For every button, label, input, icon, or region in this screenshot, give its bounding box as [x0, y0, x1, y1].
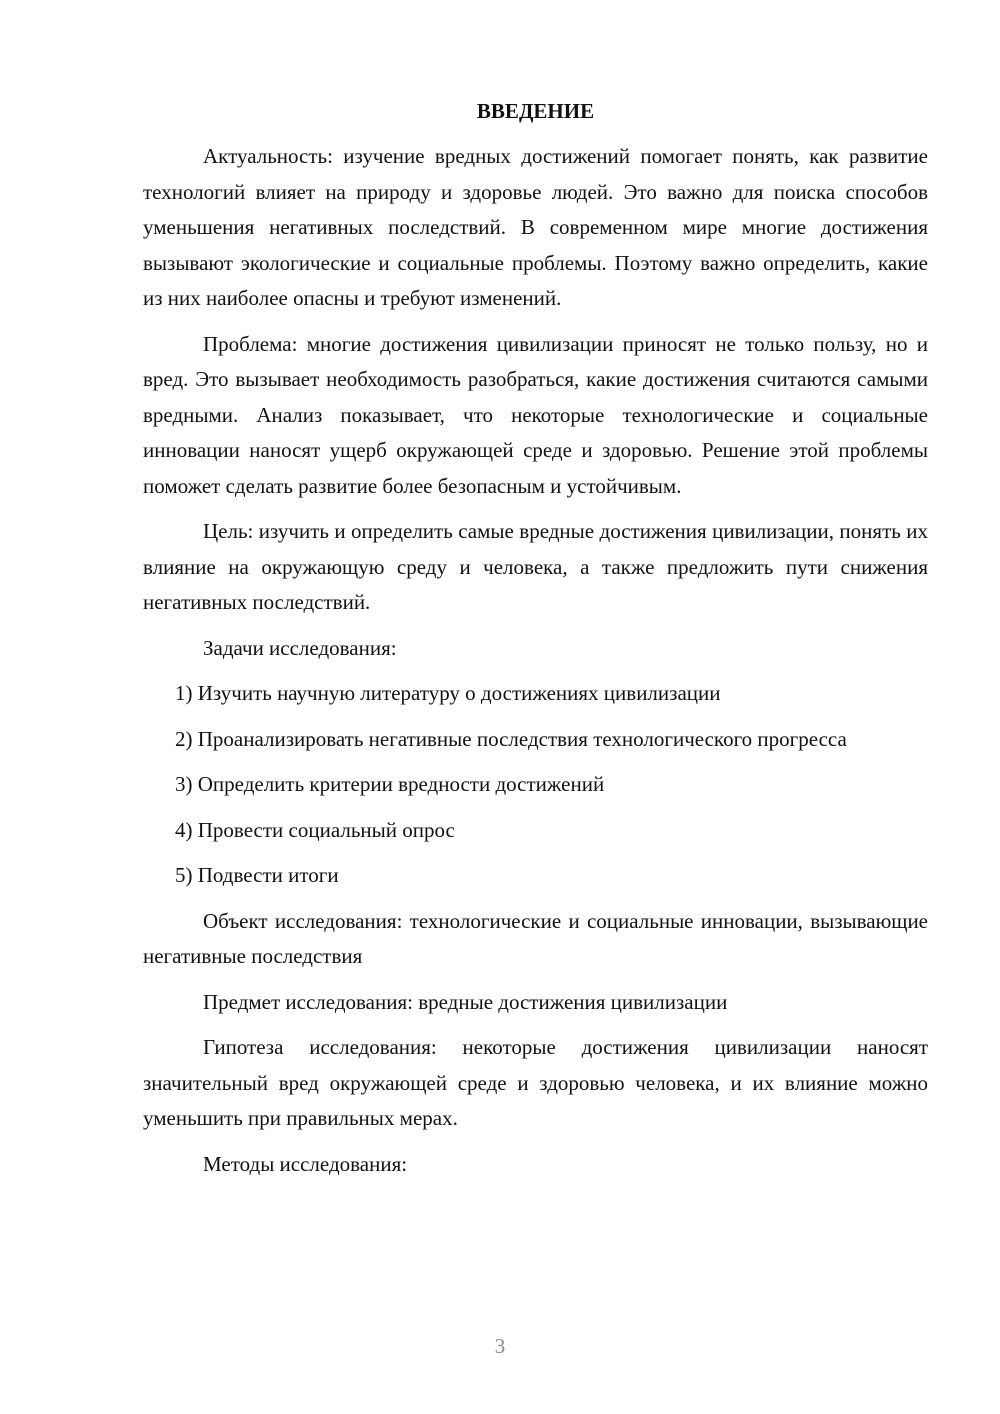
task-item-4: 4) Провести социальный опрос — [175, 817, 455, 842]
task-item-2: 2) Проанализировать негативные последствия технологического прогресса — [175, 726, 847, 751]
paragraph-subject: Предмет исследования: вредные достижения цивилизации — [203, 989, 728, 1014]
page-number: 3 — [494, 1334, 506, 1358]
paragraph-relevance: Актуальность: изучение вредных достижений помогает понять, как развитие технологий влияет на природу и здоровье людей. Это важно для поиска способов уменьшения негативных последствий. В современном мире многие достижения вызывают экологические и социальные проблемы. Поэтому важно определить, какие из них наиболее опасны и требуют изменений. — [143, 144, 928, 310]
task-item-3: 3) Определить критерии вредности достижений — [175, 772, 605, 796]
page-content — [143, 95, 928, 1192]
paragraph-tasks-heading: Задачи исследования: — [203, 635, 397, 660]
paragraph-methods: Методы исследования: — [203, 1151, 408, 1176]
paragraph-goal: Цель: изучить и определить самые вредные достижения цивилизации, понять их влияние на окружающую среду и человека, а также предложить пути снижения негативных последствий. — [143, 519, 928, 614]
paragraph-problem: Проблема: многие достижения цивилизации приносят не только пользу, но и вред. Это вызывает необходимость разобраться, какие достижения считаются самыми вредными. Анализ показывает, что некоторые технологические и социальные инновации наносят ущерб окружающей среде и здоровью. Решение этой проблемы поможет сделать развитие более безопасным и устойчивым. — [143, 331, 928, 498]
task-item-5: 5) Подвести итоги — [175, 863, 339, 887]
section-title: ВВЕДЕНИЕ — [476, 99, 595, 123]
paragraph-object: Объект исследования: технологические и социальные инновации, вызывающие негативные последствия — [143, 908, 928, 968]
task-item-1: 1) Изучить научную литературу о достижениях цивилизации — [175, 681, 721, 705]
paragraph-hypothesis: Гипотеза исследования: некоторые достижения цивилизации наносят значительный вред окружающей среде и здоровью человека, и их влияние можно уменьшить при правильных мерах. — [143, 1035, 928, 1130]
